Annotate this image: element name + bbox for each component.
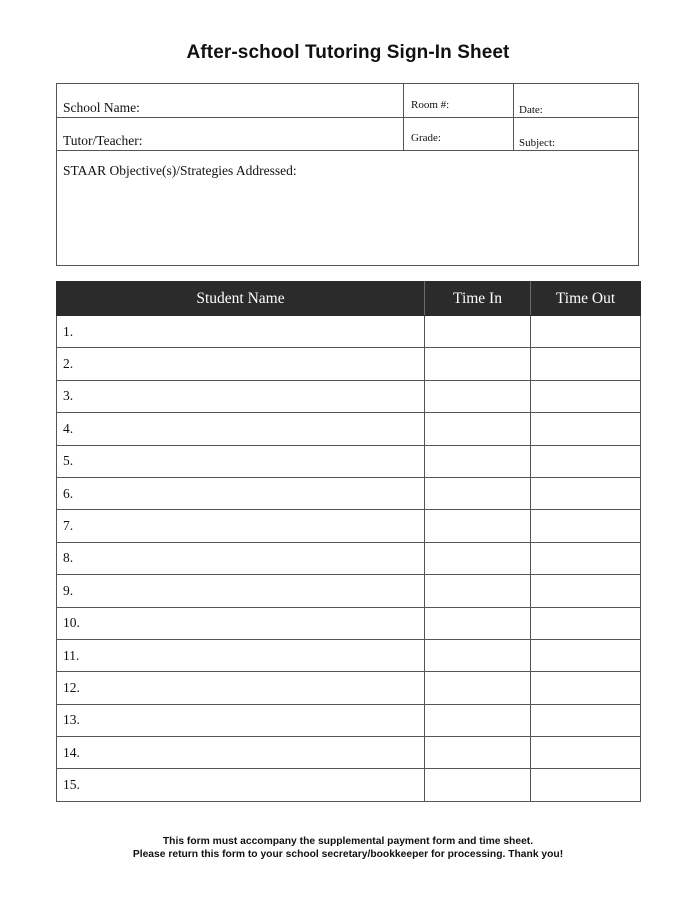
time-out-cell[interactable] — [531, 542, 641, 574]
student-name-cell[interactable]: 10. — [57, 607, 425, 639]
student-name-cell[interactable]: 1. — [57, 316, 425, 348]
time-out-cell[interactable] — [531, 575, 641, 607]
table-row — [57, 672, 641, 704]
grade-field[interactable]: Grade: — [411, 132, 441, 144]
student-name-cell[interactable]: 5. — [57, 445, 425, 477]
tutor-teacher-field[interactable]: Tutor/Teacher: — [63, 133, 143, 148]
student-name-cell[interactable]: 4. — [57, 413, 425, 445]
table-header-row — [57, 282, 641, 316]
time-out-cell[interactable] — [531, 477, 641, 509]
table-row — [57, 510, 641, 542]
time-out-cell[interactable] — [531, 380, 641, 412]
info-divider-col2 — [513, 84, 514, 150]
info-divider-col1 — [403, 84, 404, 150]
student-name-cell[interactable]: 14. — [57, 737, 425, 769]
table-row — [57, 348, 641, 380]
time-out-cell[interactable] — [531, 672, 641, 704]
student-name-cell[interactable]: 6. — [57, 477, 425, 509]
info-box — [56, 83, 639, 266]
time-out-cell[interactable] — [531, 769, 641, 801]
info-divider-row1 — [57, 117, 638, 118]
time-in-cell[interactable] — [425, 737, 531, 769]
column-header-time-in: Time In — [425, 282, 531, 316]
time-in-cell[interactable] — [425, 704, 531, 736]
time-in-cell[interactable] — [425, 607, 531, 639]
student-name-cell[interactable]: 7. — [57, 510, 425, 542]
footer-note-line1: This form must accompany the supplemental payment form and time sheet. — [162, 836, 534, 847]
time-in-cell[interactable] — [425, 769, 531, 801]
footer-note-line2: Please return this form to your school secretary/bookkeeper for processing. Thank you! — [132, 849, 564, 860]
time-in-cell[interactable] — [425, 575, 531, 607]
sign-in-table — [56, 281, 641, 802]
time-in-cell[interactable] — [425, 316, 531, 348]
time-in-cell[interactable] — [425, 413, 531, 445]
time-in-cell[interactable] — [425, 542, 531, 574]
student-name-cell[interactable]: 12. — [57, 672, 425, 704]
student-name-cell[interactable]: 8. — [57, 542, 425, 574]
table-row — [57, 704, 641, 736]
student-name-cell[interactable]: 13. — [57, 704, 425, 736]
time-out-cell[interactable] — [531, 737, 641, 769]
room-field[interactable]: Room #: — [411, 99, 450, 111]
date-field[interactable]: Date: — [519, 104, 543, 116]
staar-objectives-field[interactable]: STAAR Objective(s)/Strategies Addressed: — [63, 163, 297, 178]
student-name-cell[interactable]: 15. — [57, 769, 425, 801]
student-name-cell[interactable]: 2. — [57, 348, 425, 380]
time-out-cell[interactable] — [531, 510, 641, 542]
time-in-cell[interactable] — [425, 477, 531, 509]
column-header-time-out: Time Out — [531, 282, 641, 316]
table-row — [57, 607, 641, 639]
table-row — [57, 575, 641, 607]
student-name-cell[interactable]: 11. — [57, 639, 425, 671]
table-row — [57, 316, 641, 348]
time-out-cell[interactable] — [531, 445, 641, 477]
time-in-cell[interactable] — [425, 510, 531, 542]
student-name-cell[interactable]: 9. — [57, 575, 425, 607]
time-out-cell[interactable] — [531, 639, 641, 671]
time-in-cell[interactable] — [425, 639, 531, 671]
time-in-cell[interactable] — [425, 348, 531, 380]
table-row — [57, 639, 641, 671]
table-row — [57, 769, 641, 801]
time-in-cell[interactable] — [425, 380, 531, 412]
table-row — [57, 477, 641, 509]
time-in-cell[interactable] — [425, 445, 531, 477]
table-row — [57, 542, 641, 574]
subject-field[interactable]: Subject: — [519, 137, 556, 149]
time-out-cell[interactable] — [531, 316, 641, 348]
table-row — [57, 737, 641, 769]
student-name-cell[interactable]: 3. — [57, 380, 425, 412]
time-out-cell[interactable] — [531, 413, 641, 445]
school-name-field[interactable]: School Name: — [63, 100, 140, 115]
table-row — [57, 445, 641, 477]
table-row — [57, 380, 641, 412]
time-out-cell[interactable] — [531, 704, 641, 736]
table-row — [57, 413, 641, 445]
time-out-cell[interactable] — [531, 607, 641, 639]
page-title: After-school Tutoring Sign-In Sheet — [186, 42, 510, 63]
info-divider-row2 — [57, 150, 638, 151]
time-out-cell[interactable] — [531, 348, 641, 380]
time-in-cell[interactable] — [425, 672, 531, 704]
column-header-student-name: Student Name — [57, 282, 425, 316]
